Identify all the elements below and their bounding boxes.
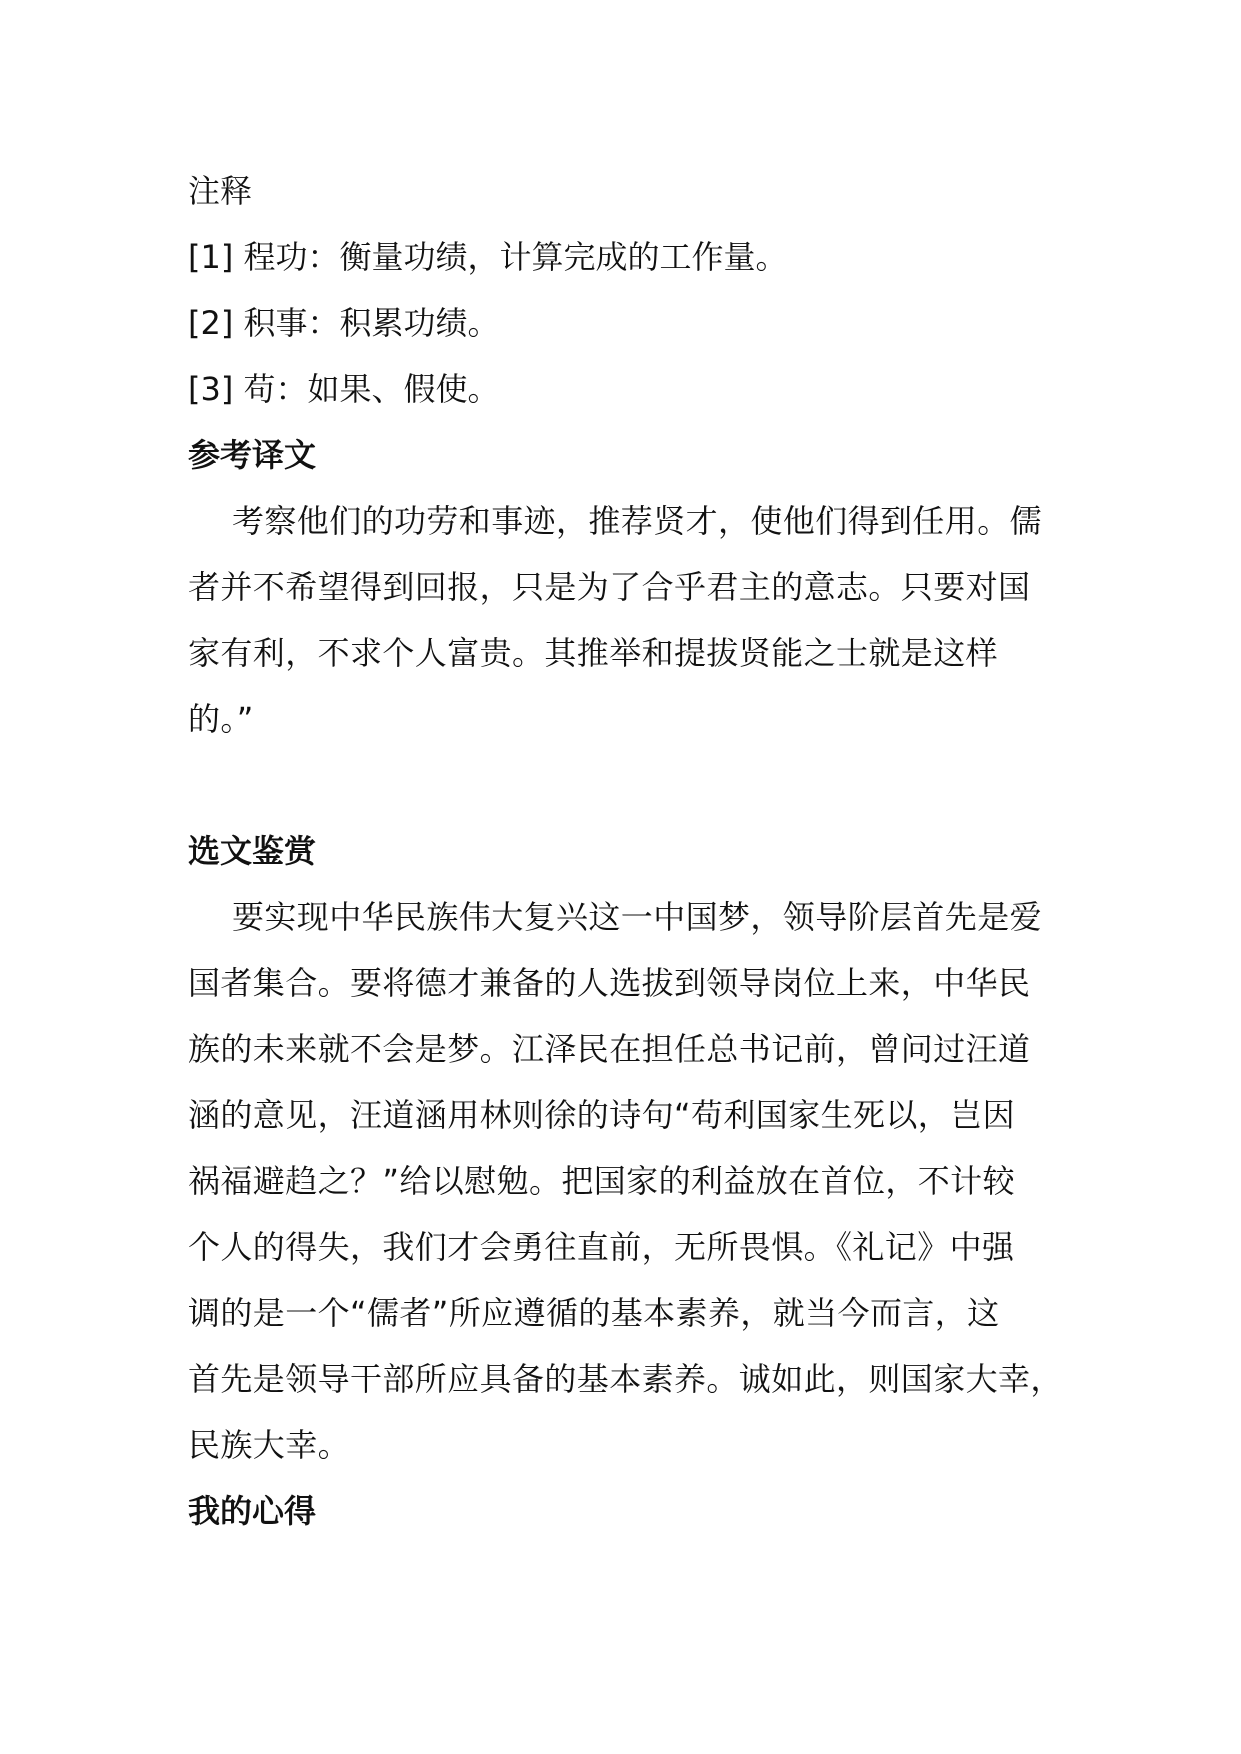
translation-paragraph: [188, 488, 1058, 752]
notes-heading: 注释: [188, 172, 253, 210]
appreciation-line: 首先是领导干部所应具备的基本素养。诚如此，则国家大幸，: [188, 1360, 1063, 1398]
note-item-3: [3] 苟：如果、假使。: [188, 370, 500, 408]
appreciation-line: 族的未来就不会是梦。江泽民在担任总书记前，曾问过汪道: [188, 1030, 1031, 1068]
appreciation-heading: 选文鉴赏: [188, 832, 317, 870]
blank-line: [188, 752, 1058, 818]
translation-line: 考察他们的功劳和事迹，推荐贤才，使他们得到任用。儒: [232, 502, 1043, 540]
appreciation-line: 个人的得失，我们才会勇往直前，无所畏惧。《礼记》中强: [188, 1228, 1015, 1266]
translation-line: 者并不希望得到回报，只是为了合乎君主的意志。只要对国: [188, 568, 1031, 606]
appreciation-line: 调的是一个“儒者”所应遵循的基本素养，就当今而言，这: [188, 1294, 1000, 1332]
reflection-heading: 我的心得: [188, 1492, 317, 1530]
translation-line: 的。”: [188, 700, 254, 738]
appreciation-paragraph: [188, 884, 1063, 1478]
translation-line: 家有利，不求个人富贵。其推举和提拔贤能之士就是这样: [188, 634, 999, 672]
note-item-1: [1] 程功：衡量功绩，计算完成的工作量。: [188, 238, 788, 276]
appreciation-line: 国者集合。要将德才兼备的人选拔到领导岗位上来，中华民: [188, 964, 1031, 1002]
document-content: [188, 158, 1063, 1544]
note-item-2: [2] 积事：积累功绩。: [188, 304, 500, 342]
appreciation-line: 民族大幸。: [188, 1426, 351, 1464]
translation-heading: 参考译文: [188, 436, 317, 474]
appreciation-line: 涵的意见，汪道涵用林则徐的诗句“苟利国家生死以，岂因: [188, 1096, 1015, 1134]
appreciation-line: 祸福避趋之？”给以慰勉。把国家的利益放在首位，不计较: [188, 1162, 1015, 1200]
appreciation-line: 要实现中华民族伟大复兴这一中国梦，领导阶层首先是爱: [232, 898, 1043, 936]
